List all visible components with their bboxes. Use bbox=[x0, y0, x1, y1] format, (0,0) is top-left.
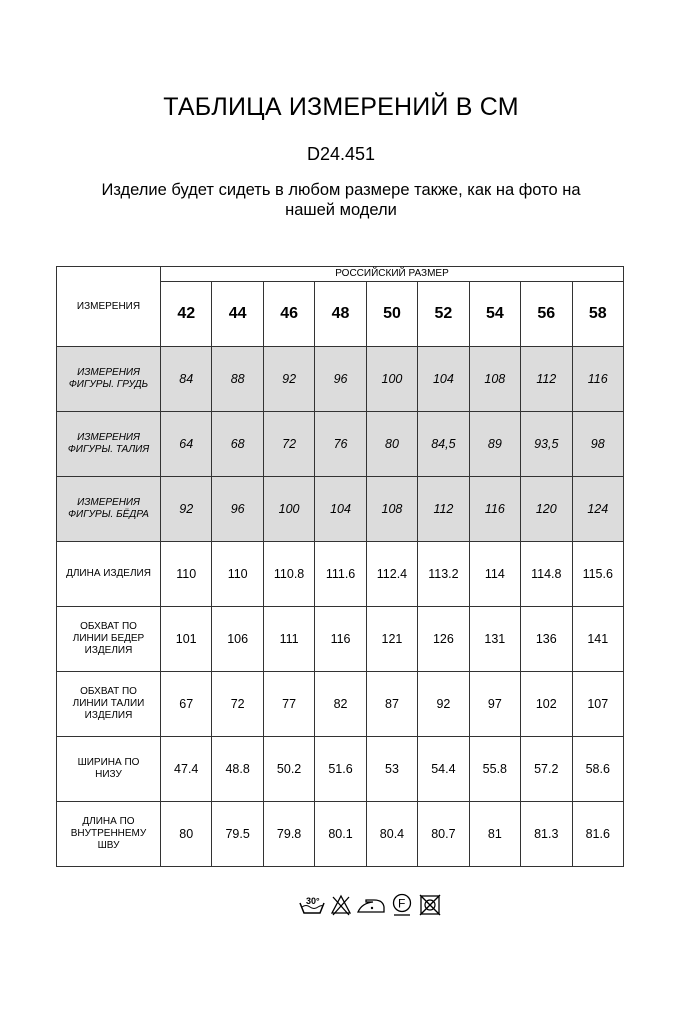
table-cell: 136 bbox=[521, 607, 572, 672]
table-cell: 68 bbox=[212, 412, 263, 477]
row-label-line: ФИГУРЫ. ТАЛИЯ bbox=[67, 444, 150, 455]
table-cell: 92 bbox=[263, 347, 314, 412]
row-label-line: ВНУТРЕННЕМУ bbox=[70, 828, 147, 839]
iron-low-icon bbox=[356, 893, 386, 917]
header-group-row bbox=[57, 267, 624, 282]
table-cell: 131 bbox=[469, 607, 520, 672]
table-cell: 72 bbox=[263, 412, 314, 477]
row-label-line: ОБХВАТ ПО bbox=[80, 621, 137, 632]
table-cell: 87 bbox=[366, 672, 417, 737]
table-cell: 84,5 bbox=[418, 412, 469, 477]
size-header-cell: 42 bbox=[161, 282, 212, 347]
table-cell: 79.8 bbox=[263, 802, 314, 867]
table-cell: 114.8 bbox=[521, 542, 572, 607]
table-cell: 141 bbox=[572, 607, 624, 672]
table-row bbox=[57, 607, 624, 672]
table-cell: 92 bbox=[161, 477, 212, 542]
row-label-line: ДЛИНА ИЗДЕЛИЯ bbox=[66, 568, 151, 579]
fit-note-line-2: нашей модели bbox=[285, 201, 397, 219]
table-cell: 112.4 bbox=[366, 542, 417, 607]
table-cell: 53 bbox=[366, 737, 417, 802]
row-label-line: ФИГУРЫ. ГРУДЬ bbox=[68, 379, 149, 390]
table-cell: 116 bbox=[469, 477, 520, 542]
table-cell: 57.2 bbox=[521, 737, 572, 802]
wash-temp-label: 30° bbox=[306, 896, 320, 906]
table-cell: 81 bbox=[469, 802, 520, 867]
row-label-line: ФИГУРЫ. БЁДРА bbox=[68, 509, 149, 520]
table-cell: 93,5 bbox=[521, 412, 572, 477]
row-label bbox=[57, 412, 161, 477]
table-cell: 120 bbox=[521, 477, 572, 542]
corner-label: ИЗМЕРЕНИЯ bbox=[57, 267, 161, 347]
table-cell: 121 bbox=[366, 607, 417, 672]
table-cell: 51.6 bbox=[315, 737, 366, 802]
table-cell: 64 bbox=[161, 412, 212, 477]
row-label bbox=[57, 542, 161, 607]
table-cell: 104 bbox=[315, 477, 366, 542]
table-cell: 107 bbox=[572, 672, 624, 737]
table-cell: 80.1 bbox=[315, 802, 366, 867]
table-cell: 100 bbox=[263, 477, 314, 542]
size-table bbox=[56, 266, 624, 867]
row-label-line: ШИРИНА ПО bbox=[77, 757, 140, 768]
dry-clean-f-icon bbox=[390, 893, 414, 917]
row-label-line: НИЗУ bbox=[95, 769, 122, 780]
table-cell: 115.6 bbox=[572, 542, 624, 607]
table-cell: 110 bbox=[161, 542, 212, 607]
table-cell: 108 bbox=[366, 477, 417, 542]
table-cell: 84 bbox=[161, 347, 212, 412]
table-cell: 80 bbox=[161, 802, 212, 867]
row-label-line: ОБХВАТ ПО bbox=[80, 686, 137, 697]
fit-note bbox=[0, 180, 682, 220]
size-header-cell: 54 bbox=[469, 282, 520, 347]
table-cell: 79.5 bbox=[212, 802, 263, 867]
table-cell: 114 bbox=[469, 542, 520, 607]
table-cell: 116 bbox=[572, 347, 624, 412]
row-label bbox=[57, 607, 161, 672]
size-header-cell: 52 bbox=[418, 282, 469, 347]
row-label-line: ЛИНИИ ТАЛИИ bbox=[72, 698, 145, 709]
table-cell: 58.6 bbox=[572, 737, 624, 802]
table-cell: 116 bbox=[315, 607, 366, 672]
size-header-cell: 50 bbox=[366, 282, 417, 347]
size-header-cell: 46 bbox=[263, 282, 314, 347]
table-row bbox=[57, 802, 624, 867]
table-cell: 100 bbox=[366, 347, 417, 412]
table-cell: 80.4 bbox=[366, 802, 417, 867]
table-cell: 106 bbox=[212, 607, 263, 672]
table-cell: 97 bbox=[469, 672, 520, 737]
table-cell: 98 bbox=[572, 412, 624, 477]
table-cell: 102 bbox=[521, 672, 572, 737]
article-code: D24.451 bbox=[306, 144, 376, 164]
table-cell: 67 bbox=[161, 672, 212, 737]
dry-clean-letter: F bbox=[398, 896, 406, 911]
table-cell: 112 bbox=[418, 477, 469, 542]
care-symbols bbox=[298, 893, 442, 917]
table-cell: 112 bbox=[521, 347, 572, 412]
table-cell: 80.7 bbox=[418, 802, 469, 867]
table-cell: 81.6 bbox=[572, 802, 624, 867]
table-row bbox=[57, 477, 624, 542]
row-label bbox=[57, 802, 161, 867]
table-cell: 48.8 bbox=[212, 737, 263, 802]
row-label-line: ИЗМЕРЕНИЯ bbox=[77, 367, 140, 378]
row-label-line: ИЗМЕРЕНИЯ bbox=[77, 497, 140, 508]
size-header-cell: 44 bbox=[212, 282, 263, 347]
table-row bbox=[57, 672, 624, 737]
table-cell: 113.2 bbox=[418, 542, 469, 607]
table-cell: 89 bbox=[469, 412, 520, 477]
row-label-line: ЛИНИИ БЕДЕР bbox=[72, 633, 145, 644]
size-group-label: РОССИЙСКИЙ РАЗМЕР bbox=[161, 267, 624, 282]
table-cell: 47.4 bbox=[161, 737, 212, 802]
table-cell: 96 bbox=[315, 347, 366, 412]
table-cell: 126 bbox=[418, 607, 469, 672]
row-label bbox=[57, 477, 161, 542]
row-label bbox=[57, 347, 161, 412]
table-cell: 92 bbox=[418, 672, 469, 737]
table-cell: 82 bbox=[315, 672, 366, 737]
table-cell: 108 bbox=[469, 347, 520, 412]
table-row bbox=[57, 737, 624, 802]
table-cell: 50.2 bbox=[263, 737, 314, 802]
no-tumble-dry-icon bbox=[418, 893, 442, 917]
table-cell: 104 bbox=[418, 347, 469, 412]
size-header-cell: 48 bbox=[315, 282, 366, 347]
table-cell: 110.8 bbox=[263, 542, 314, 607]
row-label-line: ДЛИНА ПО bbox=[82, 816, 135, 827]
wash-30-icon bbox=[298, 893, 326, 917]
table-cell: 77 bbox=[263, 672, 314, 737]
table-cell: 111 bbox=[263, 607, 314, 672]
table-row bbox=[57, 412, 624, 477]
size-header-cell: 56 bbox=[521, 282, 572, 347]
row-label bbox=[57, 672, 161, 737]
table-cell: 101 bbox=[161, 607, 212, 672]
fit-note-line-1: Изделие будет сидеть в любом размере также, как на фото на bbox=[101, 181, 581, 199]
row-label-line: ИЗМЕРЕНИЯ bbox=[77, 432, 140, 443]
table-cell: 80 bbox=[366, 412, 417, 477]
table-cell: 76 bbox=[315, 412, 366, 477]
size-header-cell: 58 bbox=[572, 282, 624, 347]
table-cell: 124 bbox=[572, 477, 624, 542]
table-cell: 55.8 bbox=[469, 737, 520, 802]
row-label-line: ИЗДЕЛИЯ bbox=[84, 710, 133, 721]
page-title: ТАБЛИЦА ИЗМЕРЕНИЙ В СМ bbox=[163, 93, 519, 121]
table-cell: 111.6 bbox=[315, 542, 366, 607]
table-cell: 72 bbox=[212, 672, 263, 737]
row-label bbox=[57, 737, 161, 802]
table-row bbox=[57, 347, 624, 412]
table-cell: 96 bbox=[212, 477, 263, 542]
no-bleach-icon bbox=[330, 893, 352, 917]
table-cell: 88 bbox=[212, 347, 263, 412]
table-row bbox=[57, 542, 624, 607]
table-cell: 81.3 bbox=[521, 802, 572, 867]
row-label-line: ШВУ bbox=[97, 840, 120, 851]
row-label-line: ИЗДЕЛИЯ bbox=[84, 645, 133, 656]
table-cell: 110 bbox=[212, 542, 263, 607]
table-cell: 54.4 bbox=[418, 737, 469, 802]
